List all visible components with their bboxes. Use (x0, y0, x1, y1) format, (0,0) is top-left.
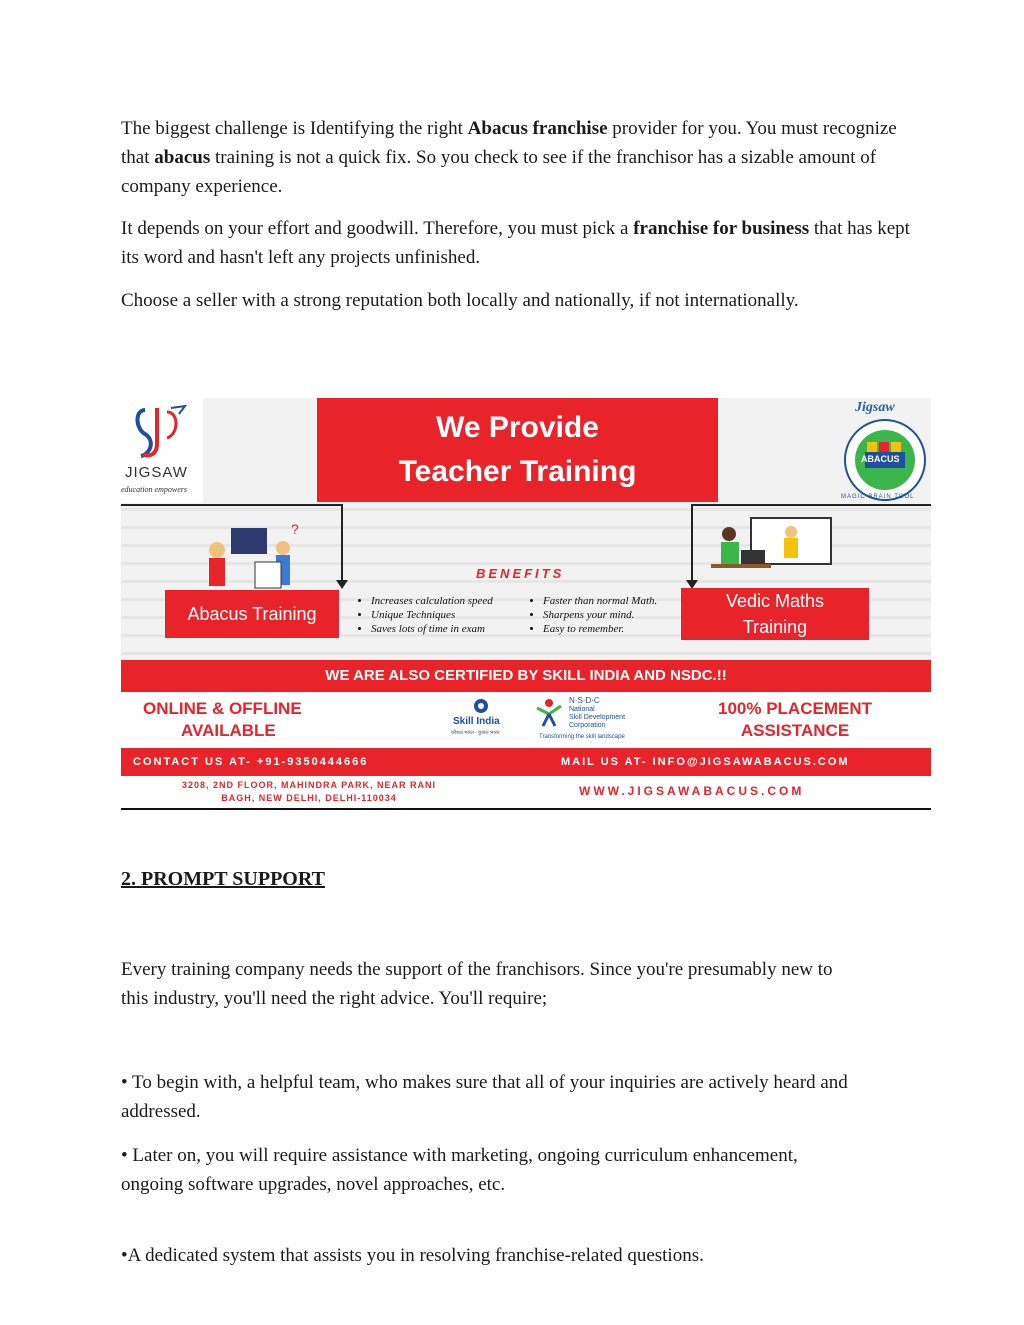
nsdc-logo (535, 696, 655, 744)
arrow-left-line (121, 504, 343, 506)
arrow-right-line (691, 504, 931, 506)
abacus-badge (839, 400, 931, 504)
arrow-left-down (341, 504, 343, 582)
abacus-training-box: Abacus Training (165, 590, 339, 638)
arrow-right-down (691, 504, 693, 582)
intro-paragraph (121, 114, 911, 201)
website-text: WWW.JIGSAWABACUS.COM (579, 784, 805, 798)
placement-line-1: 100% PLACEMENT (718, 699, 872, 718)
placement-text (695, 698, 895, 742)
vedic-maths-box (681, 588, 869, 640)
logo-name: JIGSAW (125, 464, 188, 481)
logo-tagline: education empowers (121, 485, 187, 494)
skill-india-sub: कौशल भारत - कुशल भारत (451, 731, 500, 736)
benefit-item: • Sharpens your mind. (543, 608, 657, 622)
nsdc-abbr: N·S·D·C (569, 696, 600, 705)
svg-text:?: ? (291, 521, 299, 537)
contact-band (121, 748, 931, 776)
benefit-item: • Faster than normal Math. (543, 594, 657, 608)
contact-phone: CONTACT US AT- +91-9350444666 (133, 756, 369, 768)
teacher-training-banner (121, 398, 931, 810)
benefits-list-left (359, 594, 493, 636)
online-teaching-illustration (711, 510, 861, 584)
online-offline-text (143, 698, 302, 742)
skill-india-name: Skill India (453, 716, 500, 727)
keyword-abacus-franchise: Abacus franchise (467, 118, 608, 139)
title-line-2: Teacher Training (398, 455, 637, 488)
text-run: The biggest challenge is Identifying the right (121, 118, 468, 139)
online-line-2: AVAILABLE (181, 721, 276, 740)
arrow-left-head (336, 580, 348, 589)
bullet-item-system: •A dedicated system that assists you in resolving franchise-related questions. (121, 1245, 704, 1266)
benefits-title: BENEFITS (476, 566, 565, 581)
section-heading: 2. PROMPT SUPPORT (121, 868, 325, 890)
bullet-item-team: • To begin with, a helpful team, who makes sure that all of your inquiries are actively heard and addressed. (121, 1072, 848, 1122)
bullet-item-assistance: • Later on, you will require assistance with marketing, ongoing curriculum enhancement, ongoing software upgrades, novel approaches, etc. (121, 1145, 798, 1195)
keyword-franchise-for-business: franchise for business (633, 218, 810, 239)
nsdc-tagline: Transforming the skill landscape (539, 734, 625, 740)
vedic-line-2: Training (742, 617, 808, 637)
reputation-paragraph: Choose a seller with a strong reputation both locally and nationally, if not internationally. (121, 290, 799, 311)
nsdc-name-1: National (569, 706, 595, 713)
text-run: that has kept its word and hasn't left any projects unfinished. (121, 218, 910, 268)
title-box (317, 398, 718, 502)
text-run: It depends on your effort and goodwill. Therefore, you must pick a (121, 218, 634, 239)
placement-line-2: ASSISTANCE (740, 721, 850, 740)
nsdc-name-2: Skill Development (569, 714, 626, 721)
benefits-list-right (531, 594, 657, 636)
address-line-1: 3208, 2ND FLOOR, MAHINDRA PARK, NEAR RANI (181, 780, 437, 790)
nsdc-name-3: Corporation (569, 722, 606, 729)
contact-mail: MAIL US AT- INFO@JIGSAWABACUS.COM (561, 756, 850, 768)
banner-bottom-rule (121, 808, 931, 810)
address-line-2: BAGH, NEW DELHI, DELHI-110034 (221, 793, 397, 803)
nsdc-figure-icon (535, 698, 563, 728)
support-paragraph: Every training company needs the support of the franchisors. Since you're presumably new to this industry, you'll need the right advice. You'll require; (121, 959, 833, 1009)
jigsaw-logo-icon (127, 404, 187, 462)
keyword-abacus: abacus (154, 147, 211, 168)
benefit-item: • Saves lots of time in exam (371, 622, 493, 636)
badge-center-text: ABACUS (861, 454, 900, 464)
text-run: provider for you. You must recognize that (121, 118, 897, 168)
certified-band: WE ARE ALSO CERTIFIED BY SKILL INDIA AND NSDC.!! (121, 660, 931, 692)
benefit-item: • Unique Techniques (371, 608, 493, 622)
address-text (139, 779, 479, 805)
skill-india-icon (473, 698, 489, 714)
benefit-item: • Increases calculation speed (371, 594, 493, 608)
classroom-illustration (199, 520, 299, 600)
vedic-line-1: Vedic Maths (725, 591, 825, 611)
jigsaw-logo (121, 398, 203, 503)
effort-paragraph (121, 214, 911, 272)
badge-ring-text: MAGIC BRAIN TOOL (841, 494, 915, 500)
online-line-1: ONLINE & OFFLINE (143, 699, 302, 718)
title-line-1: We Provide (436, 411, 599, 444)
text-run: training is not a quick fix. So you check to see if the franchisor has a sizable amount of company experience. (121, 147, 877, 197)
skill-india-logo (451, 698, 511, 742)
badge-top-text: Jigsaw (855, 400, 895, 415)
benefit-item: • Easy to remember. (543, 622, 657, 636)
nsdc-name (569, 706, 625, 730)
